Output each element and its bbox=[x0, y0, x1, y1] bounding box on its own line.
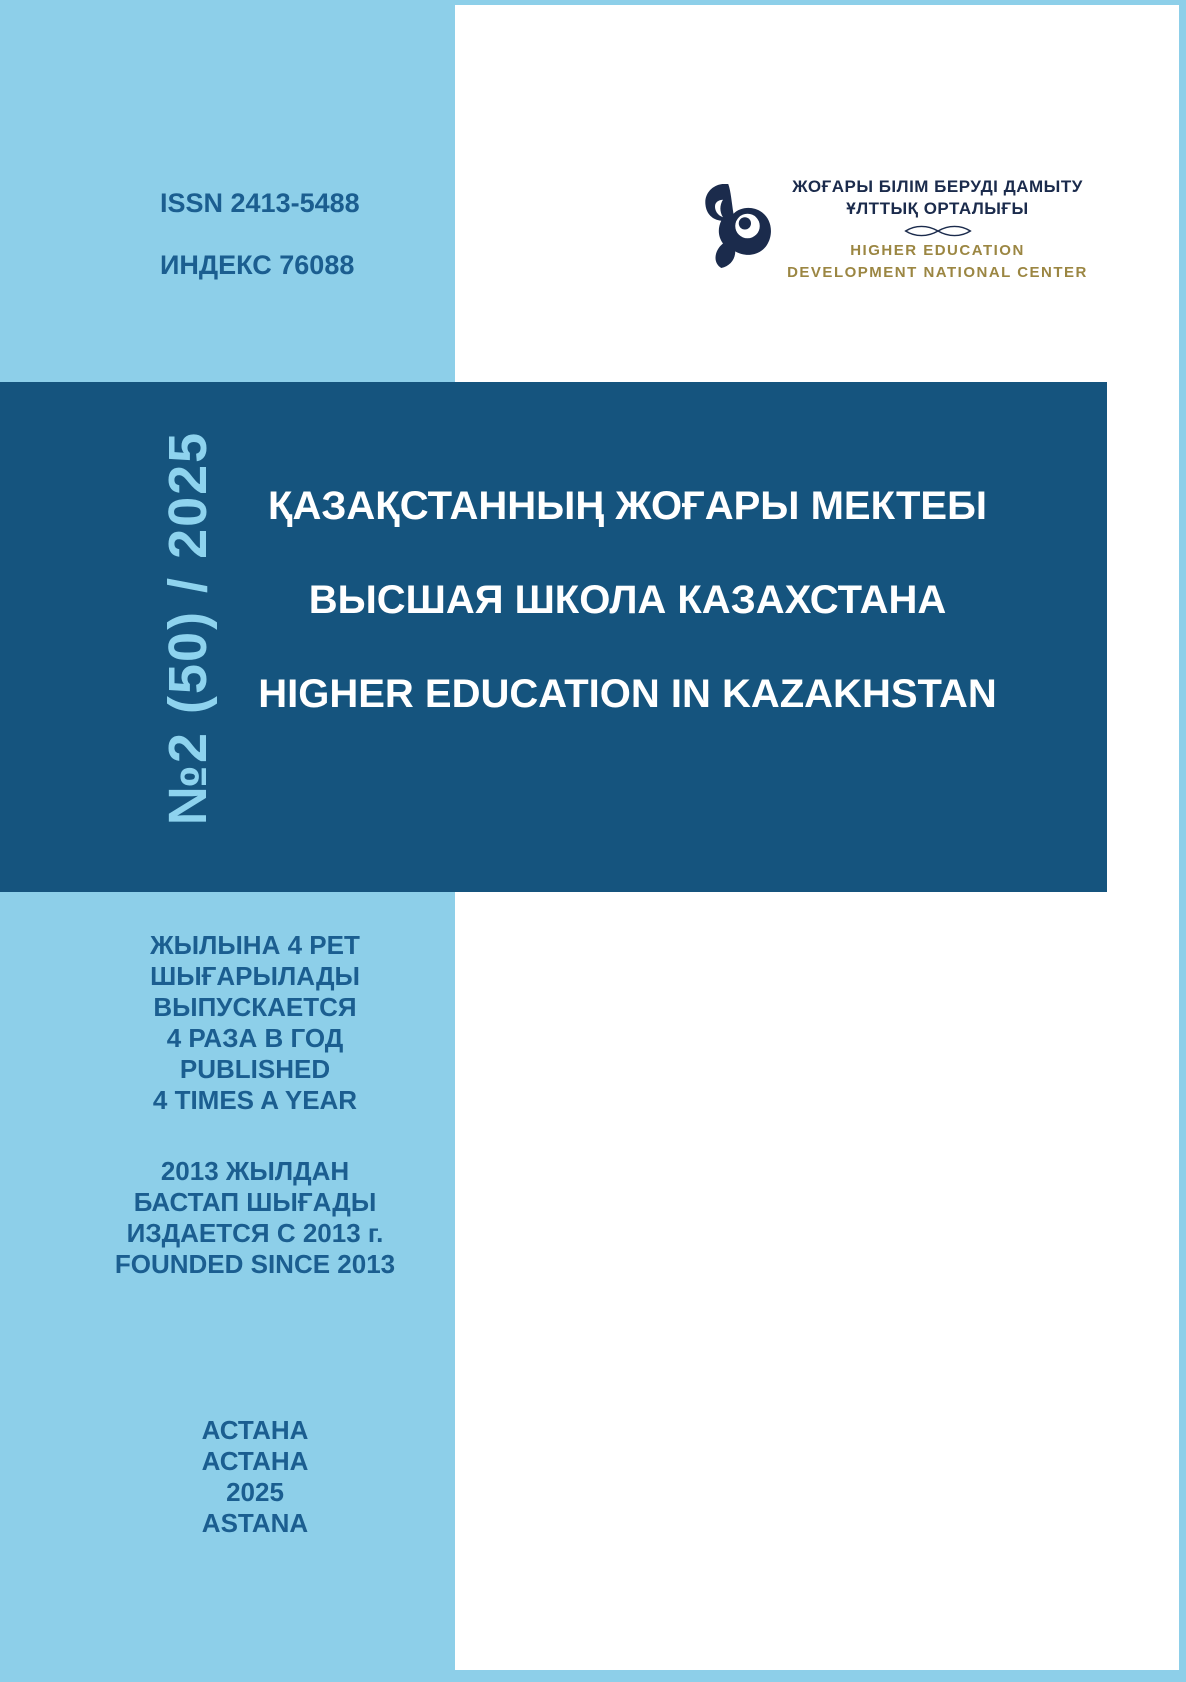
org-name-kazakh-line1: ЖОҒАРЫ БІЛІМ БЕРУДІ ДАМЫТУ bbox=[792, 177, 1083, 196]
org-name-english-line1: HIGHER EDUCATION bbox=[850, 242, 1025, 259]
issn-code: ISSN 2413-5488 bbox=[160, 188, 360, 218]
founded-line: ИЗДАЕТСЯ С 2013 г. bbox=[126, 1218, 384, 1248]
subscription-index: ИНДЕКС 76088 bbox=[160, 250, 355, 280]
founded-year-block bbox=[55, 1156, 455, 1280]
city-year-block bbox=[55, 1415, 455, 1539]
infinity-ornament-icon bbox=[900, 224, 976, 238]
issue-number-vertical: №2 (50) / 2025 bbox=[158, 430, 218, 826]
frequency-line: PUBLISHED bbox=[179, 1054, 331, 1084]
journal-title-english: HIGHER EDUCATION IN KAZAKHSTAN bbox=[258, 672, 997, 716]
frequency-line: ЖЫЛЫНА 4 РЕТ bbox=[150, 930, 360, 960]
org-name-kazakh-line2: ҰЛТТЫҚ ОРТАЛЫҒЫ bbox=[846, 199, 1029, 218]
journal-titles bbox=[210, 382, 1045, 741]
frequency-line: ВЫПУСКАЕТСЯ bbox=[153, 992, 357, 1022]
title-banner bbox=[0, 382, 1107, 892]
frequency-line: ШЫҒАРЫЛАДЫ bbox=[150, 961, 360, 991]
founded-line: БАСТАП ШЫҒАДЫ bbox=[133, 1187, 377, 1217]
city-line: АСТАНА bbox=[201, 1446, 309, 1476]
journal-title-kazakh: ҚАЗАҚСТАННЫҢ ЖОҒАРЫ МЕКТЕБІ bbox=[268, 484, 987, 528]
frequency-line: 4 РАЗА В ГОД bbox=[166, 1023, 344, 1053]
org-logo-text bbox=[765, 176, 1110, 284]
founded-line: FOUNDED SINCE 2013 bbox=[114, 1249, 396, 1279]
publication-frequency-block bbox=[55, 930, 455, 1116]
city-line: АСТАНА bbox=[201, 1415, 309, 1445]
city-line: 2025 bbox=[226, 1477, 284, 1507]
journal-title-russian: ВЫСШАЯ ШКОЛА КАЗАХСТАНА bbox=[308, 578, 947, 622]
frequency-line: 4 TIMES A YEAR bbox=[152, 1085, 358, 1115]
city-line: ASTANA bbox=[201, 1508, 309, 1538]
founded-line: 2013 ЖЫЛДАН bbox=[160, 1156, 350, 1186]
org-name-english-line2: DEVELOPMENT NATIONAL CENTER bbox=[787, 264, 1088, 281]
